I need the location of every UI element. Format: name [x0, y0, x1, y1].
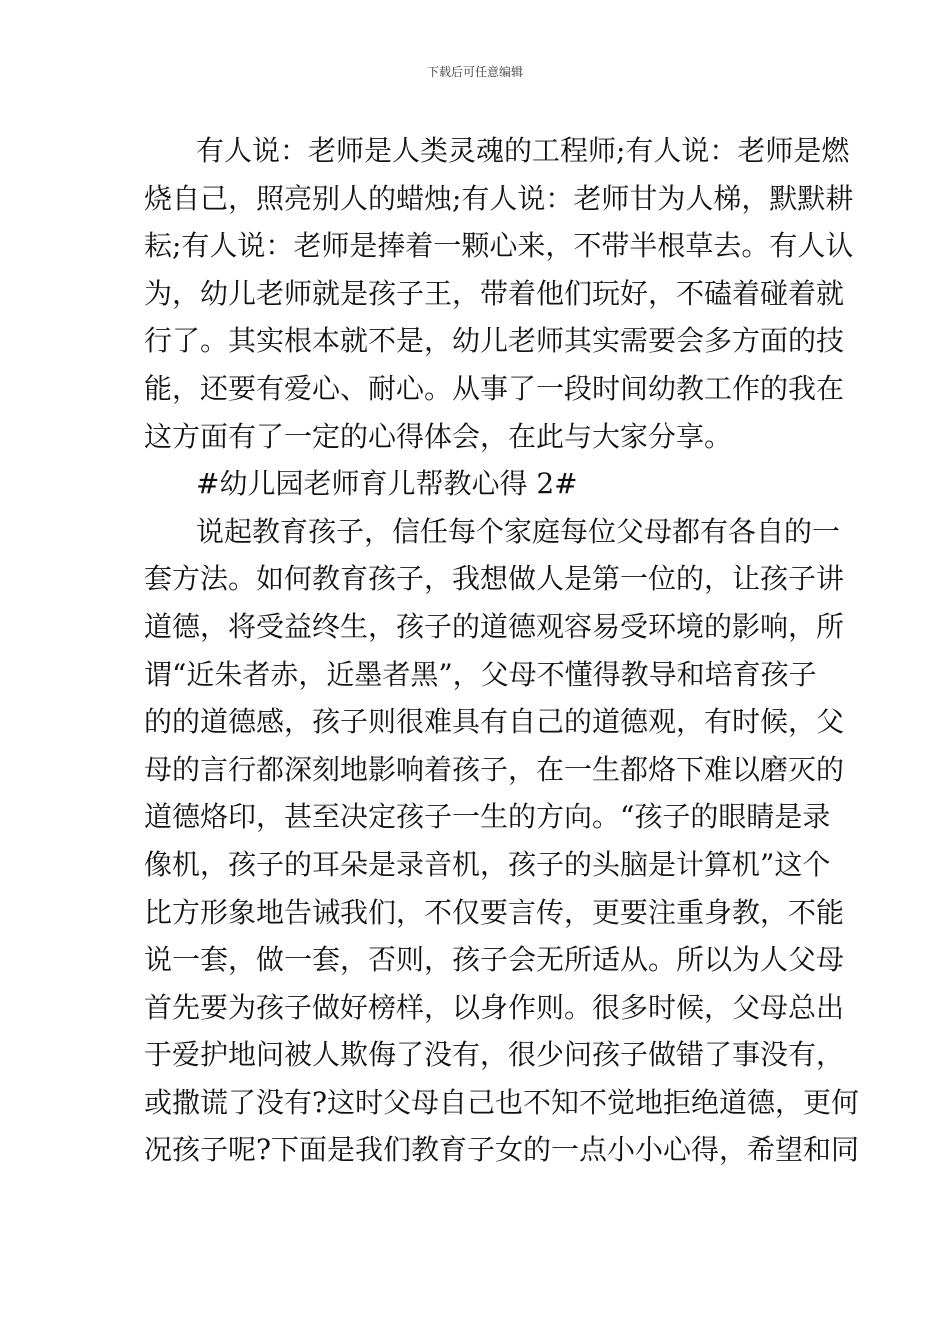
- paragraph-line: 说起教育孩子，信任每个家庭每位父母都有各自的一: [196, 514, 841, 548]
- paragraph-line: 或撒谎了没有?这时父母自己也不知不觉地拒绝道德，更何: [144, 1085, 860, 1119]
- paragraph-line: 为，幼儿老师就是孩子王，带着他们玩好，不磕着碰着就: [144, 276, 845, 310]
- paragraph-line: 耘;有人说：老师是捧着一颗心来，不带半根草去。有人认: [144, 229, 854, 263]
- document-body: [144, 127, 860, 1174]
- paragraph-line: 这方面有了一定的心得体会，在此与大家分享。: [144, 419, 733, 453]
- paragraph-line: 说一套，做一套，否则，孩子会无所适从。所以为人父母: [144, 943, 845, 977]
- paragraph-line: 况孩子呢?下面是我们教育子女的一点小小心得，希望和同: [144, 1133, 860, 1167]
- paragraph-line: 行了。其实根本就不是，幼儿老师其实需要会多方面的技: [144, 324, 845, 358]
- paragraph-line: 能，还要有爱心、耐心。从事了一段时间幼教工作的我在: [144, 371, 845, 405]
- paragraph-line: 的的道德感，孩子则很难具有自己的道德观，有时候，父: [144, 705, 845, 739]
- paragraph-line: 烧自己，照亮别人的蜡烛;有人说：老师甘为人梯，默默耕: [144, 181, 854, 215]
- paragraph-line: 比方形象地告诫我们，不仅要言传，更要注重身教，不能: [144, 895, 845, 929]
- header-note: 下载后可任意编辑: [426, 65, 523, 79]
- paragraph-line: 套方法。如何教育孩子，我想做人是第一位的，让孩子讲: [144, 562, 845, 596]
- paragraph-line: 谓“近朱者赤，近墨者黑”，父母不懂得教导和培育孩子: [144, 657, 817, 691]
- paragraph-line: 母的言行都深刻地影响着孩子，在一生都烙下难以磨灭的: [144, 752, 845, 786]
- paragraph-line: 首先要为孩子做好榜样，以身作则。很多时候，父母总出: [144, 990, 845, 1024]
- paragraph-line: 有人说：老师是人类灵魂的工程师;有人说：老师是燃: [196, 134, 850, 167]
- paragraph-line: 道德，将受益终生，孩子的道德观容易受环境的影响，所: [144, 609, 845, 643]
- paragraph-line: 于爱护地问被人欺侮了没有，很少问孩子做错了事没有，: [144, 1038, 845, 1072]
- paragraph-line: 像机，孩子的耳朵是录音机，孩子的头脑是计算机”这个: [144, 847, 831, 881]
- section-heading: #幼儿园老师育儿帮教心得 2#: [196, 467, 578, 501]
- paragraph-line: 道德烙印，甚至决定孩子一生的方向。“孩子的眼睛是录: [144, 800, 831, 834]
